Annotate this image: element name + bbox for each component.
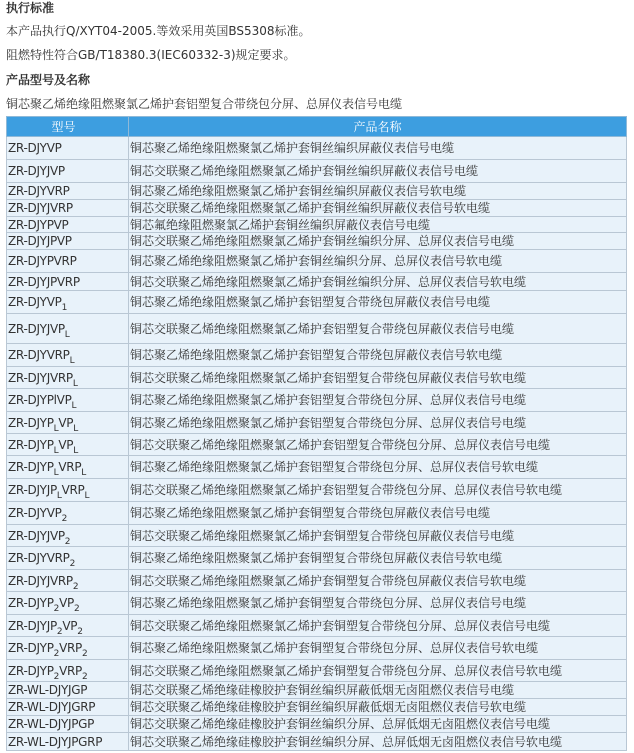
model-cell — [7, 615, 129, 637]
table-row — [7, 592, 627, 615]
model-subscript: L — [53, 423, 59, 434]
product-name-cell: 铜芯聚乙烯绝缘阻燃聚氯乙烯护套铝塑复合带绕包分屏、总屏仪表信号电缆 — [129, 389, 627, 412]
model-subscript: L — [81, 468, 86, 478]
product-name-cell: 铜芯交联聚乙烯绝缘阻燃聚氯乙烯护套铜丝编织分屏、总屏仪表信号软电缆 — [129, 273, 627, 291]
product-name-cell: 铜芯聚乙烯绝缘阻燃聚氯乙烯护套铜丝编织分屏、总屏仪表信号软电缆 — [129, 250, 627, 273]
model-text: ZR-WL-DJYJPGP — [8, 717, 95, 731]
model-text: VP — [59, 596, 74, 610]
model-cell — [7, 160, 129, 183]
product-name-cell: 铜芯聚乙烯绝缘阻燃聚氯乙烯护套铝塑复合带绕包分屏、总屏仪表信号电缆 — [129, 412, 627, 434]
model-text: ZR-DJYVRP — [8, 348, 70, 362]
model-text: ZR-DJYJVRP — [8, 370, 73, 385]
model-cell — [7, 273, 129, 291]
table-row — [7, 160, 627, 183]
product-name-cell: 铜芯聚乙烯绝缘阻燃聚氯乙烯护套铜丝编织屏蔽仪表信号电缆 — [129, 137, 627, 160]
product-name-cell: 铜芯聚乙烯绝缘阻燃聚氯乙烯护套铝塑复合带绕包分屏、总屏仪表信号软电缆 — [129, 456, 627, 479]
table-row — [7, 412, 627, 434]
product-name-cell: 铜芯交联聚乙烯绝缘硅橡胶护套铜丝编织屏蔽低烟无卤阻燃仪表信号软电缆 — [129, 699, 627, 716]
model-text: VRP — [58, 460, 82, 474]
model-text: VP — [58, 415, 74, 430]
model-subscript: L — [73, 423, 78, 434]
model-text: ZR-DJYJVP — [8, 164, 65, 178]
model-text: ZR-DJYP — [8, 596, 54, 610]
model-cell — [7, 733, 129, 751]
model-subscript: 1 — [61, 303, 67, 313]
model-text: ZR-DJYP — [8, 641, 54, 655]
product-name-cell: 铜芯聚乙烯绝缘阻燃聚氯乙烯护套铜塑复合带绕包屏蔽仪表信号电缆 — [129, 502, 627, 525]
model-subscript: L — [72, 378, 78, 389]
model-cell — [7, 233, 129, 250]
model-text: ZR-DJYJP — [8, 483, 57, 497]
model-cell — [7, 525, 129, 547]
model-cell — [7, 502, 129, 525]
model-subscript: 2 — [81, 649, 88, 659]
table-row — [7, 733, 627, 751]
table-row — [7, 660, 627, 682]
model-cell — [7, 183, 129, 200]
product-name-cell: 铜芯聚乙烯绝缘阻燃聚氯乙烯护套铜塑复合带绕包分屏、总屏仪表信号软电缆 — [129, 637, 627, 660]
table-row — [7, 502, 627, 525]
model-text: VRP — [61, 483, 85, 497]
model-cell — [7, 456, 129, 479]
table-row — [7, 479, 627, 502]
model-cell — [7, 637, 129, 660]
header-model: 型号 — [7, 117, 129, 137]
standard-line-1: 本产品执行Q/XYT04-2005.等效采用英国BS5308标准。 — [6, 24, 311, 38]
product-name-cell: 铜芯交联聚乙烯绝缘阻燃聚氯乙烯护套铝塑复合带绕包分屏、总屏仪表信号电缆 — [129, 434, 627, 456]
model-subscript: L — [56, 491, 62, 501]
table-row — [7, 434, 627, 456]
model-subscript: L — [73, 445, 78, 456]
table-row — [7, 456, 627, 479]
product-name-cell: 铜芯聚乙烯绝缘阻燃聚氯乙烯护套铜塑复合带绕包屏蔽仪表信号软电缆 — [129, 547, 627, 570]
model-subscript: 2 — [53, 649, 60, 659]
model-text: ZR-DJYPVRP — [8, 254, 77, 268]
model-text: VP — [62, 618, 78, 633]
table-row — [7, 716, 627, 733]
table-row — [7, 389, 627, 412]
table-row — [7, 682, 627, 699]
model-cell — [7, 682, 129, 699]
product-name-cell: 铜芯交联聚乙烯绝缘阻燃聚氯乙烯护套铜塑复合带绕包分屏、总屏仪表信号软电缆 — [129, 660, 627, 682]
model-text: ZR-WL-DJYJPGRP — [8, 734, 103, 749]
header-product-name: 产品名称 — [129, 117, 627, 137]
model-text: ZR-WL-DJYJGP — [8, 683, 88, 697]
product-name-cell: 铜芯交联聚乙烯绝缘阻燃聚氯乙烯护套铜塑复合带绕包分屏、总屏仪表信号电缆 — [129, 615, 627, 637]
model-text: ZR-DJYJPVRP — [8, 274, 80, 289]
model-subscript: 2 — [81, 671, 88, 682]
table-row — [7, 314, 627, 344]
model-subscript: L — [71, 401, 77, 411]
model-subscript: 2 — [73, 604, 80, 614]
model-text: ZR-DJYJVRP — [8, 201, 73, 215]
table-row — [7, 699, 627, 716]
model-text: ZR-DJYP — [8, 415, 54, 430]
model-subscript: L — [53, 445, 59, 456]
product-name-cell: 铜芯交联聚乙烯绝缘硅橡胶护套铜丝编织分屏、总屏低烟无卤阻燃仪表信号软电缆 — [129, 733, 627, 751]
model-subscript: 2 — [64, 536, 71, 547]
model-text: ZR-DJYJVP — [8, 321, 65, 336]
table-row — [7, 525, 627, 547]
model-cell — [7, 592, 129, 615]
product-name-cell: 铜芯交联聚乙烯绝缘阻燃聚氯乙烯护套铜塑复合带绕包屏蔽仪表信号软电缆 — [129, 570, 627, 592]
model-subscript: 2 — [69, 559, 76, 569]
product-name-cell: 铜芯聚乙烯绝缘阻燃聚氯乙烯护套铜丝编织屏蔽仪表信号软电缆 — [129, 183, 627, 200]
model-cell — [7, 250, 129, 273]
model-text: ZR-DJYJP — [8, 618, 57, 633]
model-cell — [7, 716, 129, 733]
table-row — [7, 547, 627, 570]
model-text: ZR-DJYP — [8, 460, 54, 474]
model-text: ZR-DJYP — [8, 437, 54, 452]
model-subscript: 2 — [61, 514, 67, 524]
model-text: ZR-DJYVP — [8, 141, 62, 155]
model-text: VRP — [59, 663, 82, 678]
table-row — [7, 273, 627, 291]
model-cell — [7, 344, 129, 367]
table-row — [7, 570, 627, 592]
model-cell — [7, 412, 129, 434]
model-text: VRP — [59, 641, 82, 655]
product-name-cell: 铜芯交联聚乙烯绝缘阻燃聚氯乙烯护套铝塑复合带绕包分屏、总屏仪表信号软电缆 — [129, 479, 627, 502]
model-cell — [7, 699, 129, 716]
model-subscript: 2 — [77, 626, 83, 637]
model-subscript: L — [53, 468, 59, 478]
model-text: VP — [58, 437, 74, 452]
product-name-cell: 铜芯交联聚乙烯绝缘硅橡胶护套铜丝编织屏蔽低烟无卤阻燃仪表信号电缆 — [129, 682, 627, 699]
table-row — [7, 233, 627, 250]
model-text: ZR-DJYVRP — [8, 184, 70, 198]
product-name-cell: 铜芯交联聚乙烯绝缘阻燃聚氯乙烯护套铜丝编织屏蔽仪表信号软电缆 — [129, 200, 627, 217]
model-text: ZR-DJYVP — [8, 295, 62, 309]
model-cell — [7, 137, 129, 160]
model-subscript: 2 — [72, 581, 79, 592]
product-name-cell: 铜芯交联聚乙烯绝缘阻燃聚氯乙烯护套铜丝编织分屏、总屏仪表信号电缆 — [129, 233, 627, 250]
table-row — [7, 367, 627, 389]
products-heading: 产品型号及名称 — [6, 73, 91, 87]
product-table — [6, 116, 627, 751]
table-row — [7, 217, 627, 233]
table-row — [7, 137, 627, 160]
product-name-cell: 铜芯聚乙烯绝缘阻燃聚氯乙烯护套铝塑复合带绕包屏蔽仪表信号软电缆 — [129, 344, 627, 367]
model-subscript: 2 — [56, 626, 63, 637]
product-name-cell: 铜芯聚乙烯绝缘阻燃聚氯乙烯护套铜塑复合带绕包分屏、总屏仪表信号电缆 — [129, 592, 627, 615]
model-cell — [7, 660, 129, 682]
model-cell — [7, 200, 129, 217]
model-cell — [7, 389, 129, 412]
table-row — [7, 291, 627, 314]
model-subscript: 2 — [53, 671, 60, 682]
model-text: ZR-DJYVRP — [8, 551, 70, 565]
model-cell — [7, 367, 129, 389]
product-name-cell: 铜芯交联聚乙烯绝缘阻燃聚氯乙烯护套铝塑复合带绕包屏蔽仪表信号电缆 — [129, 314, 627, 344]
standard-line-2: 阻燃特性符合GB/T18380.3(IEC60332-3)规定要求。 — [6, 48, 296, 62]
model-cell — [7, 314, 129, 344]
model-cell — [7, 291, 129, 314]
model-cell — [7, 547, 129, 570]
model-text: ZR-DJYJVP — [8, 528, 65, 543]
model-subscript: L — [69, 356, 75, 366]
products-intro: 铜芯聚乙烯绝缘阻燃聚氯乙烯护套铝塑复合带绕包分屏、总屏仪表信号电缆 — [6, 97, 403, 111]
table-row — [7, 183, 627, 200]
product-name-cell: 铜芯聚乙烯绝缘阻燃聚氯乙烯护套铝塑复合带绕包屏蔽仪表信号电缆 — [129, 291, 627, 314]
product-name-cell: 铜芯交联聚乙烯绝缘硅橡胶护套铜丝编织分屏、总屏低烟无卤阻燃仪表信号电缆 — [129, 716, 627, 733]
table-row — [7, 615, 627, 637]
table-row — [7, 200, 627, 217]
table-header-row — [7, 117, 627, 137]
model-text: ZR-DJYVP — [8, 506, 62, 520]
table-row — [7, 637, 627, 660]
model-text: ZR-WL-DJYJGRP — [8, 700, 96, 714]
model-text: ZR-DJYPVP — [8, 217, 69, 232]
product-name-cell: 铜芯交联聚乙烯绝缘阻燃聚氯乙烯护套铜塑复合带绕包屏蔽仪表信号电缆 — [129, 525, 627, 547]
table-row — [7, 250, 627, 273]
table-row — [7, 344, 627, 367]
model-cell — [7, 217, 129, 233]
product-name-cell: 铜芯交联聚乙烯绝缘阻燃聚氯乙烯护套铜丝编织屏蔽仪表信号电缆 — [129, 160, 627, 183]
model-subscript: L — [84, 491, 90, 501]
table-body — [7, 137, 627, 751]
model-subscript: L — [64, 329, 70, 340]
product-name-cell: 铜芯氟绝缘阻燃聚氯乙烯护套铜丝编织屏蔽仪表信号电缆 — [129, 217, 627, 233]
model-text: ZR-DJYP — [8, 663, 54, 678]
model-subscript: 2 — [53, 604, 60, 614]
model-text: ZR-DJYPlVP — [8, 393, 72, 407]
model-cell — [7, 479, 129, 502]
model-cell — [7, 434, 129, 456]
model-cell — [7, 570, 129, 592]
standard-heading: 执行标准 — [6, 1, 55, 15]
model-text: ZR-DJYJVRP — [8, 573, 73, 588]
product-name-cell: 铜芯交联聚乙烯绝缘阻燃聚氯乙烯护套铝塑复合带绕包屏蔽仪表信号软电缆 — [129, 367, 627, 389]
model-text: ZR-DJYJPVP — [8, 234, 72, 248]
